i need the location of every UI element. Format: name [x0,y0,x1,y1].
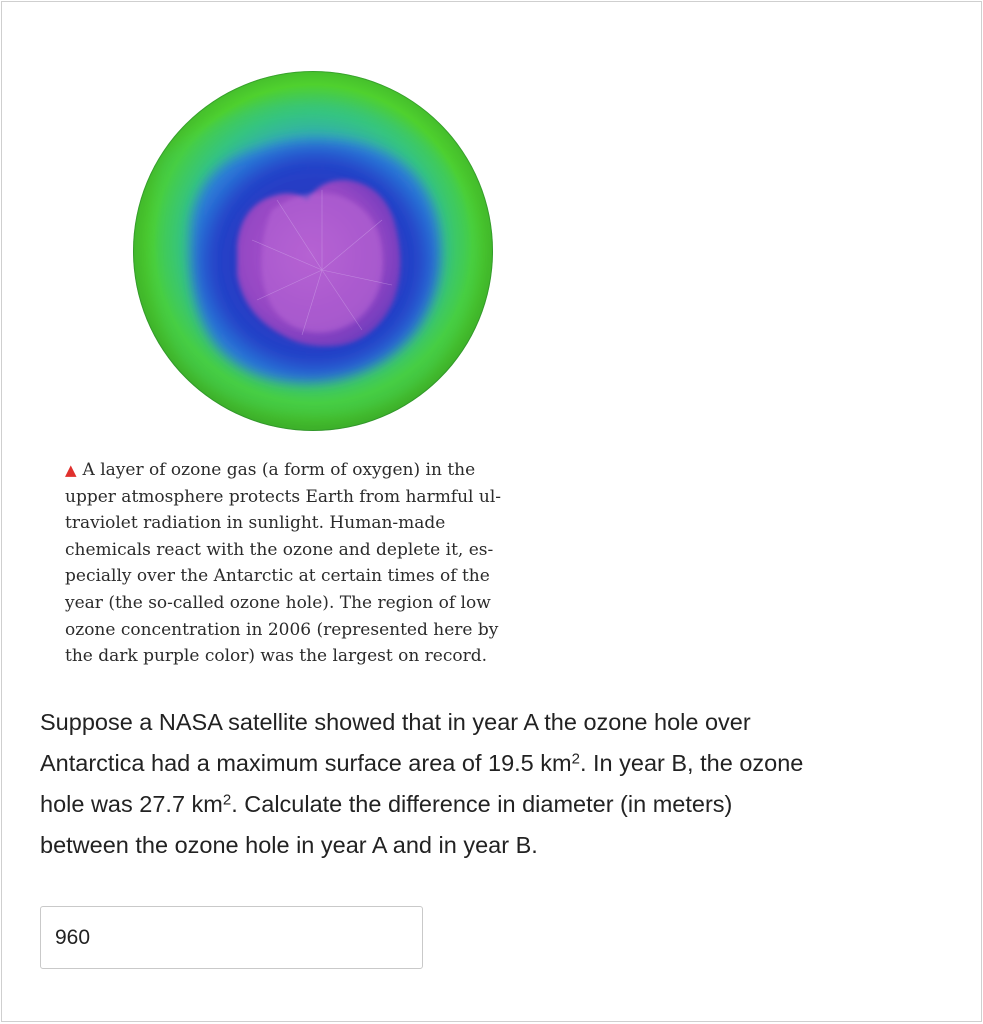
caption-line: pecially over the Antarctic at certain times of the [65,566,490,587]
caption-line: traviolet radiation in sunlight. Human-made [65,513,446,534]
question-panel [1,1,982,1022]
caption-line: upper atmosphere protects Earth from harmful ul- [65,486,502,507]
red-triangle-icon: ▲ [65,461,77,479]
question-text-segment: . Calculate the difference in diameter (in meters) [231,791,733,817]
caption-line [65,457,565,484]
superscript: 2 [222,791,232,809]
caption-text: A layer of ozone gas (a form of oxygen) in the [82,460,476,480]
question-line: between the ozone hole in year A and in year B. [40,832,538,858]
question-text-segment: hole was 27.7 km [40,791,223,817]
caption-line: year (the so-called ozone hole). The region of low [65,592,491,613]
question-line [40,784,940,825]
question-text-segment: . In year B, the ozone [579,750,804,776]
caption-line: ozone concentration in 2006 (represented here by [65,619,499,640]
ozone-globe-image [132,70,494,432]
caption-line: the dark purple color) was the largest on record. [65,646,488,667]
question-line: Suppose a NASA satellite showed that in year A the ozone hole over [40,709,751,735]
question-line [40,743,940,784]
figure-caption [65,457,565,670]
answer-input[interactable] [40,906,423,969]
caption-line: chemicals react with the ozone and deplete it, es- [65,539,494,560]
question-text [40,702,940,866]
question-text-segment: Antarctica had a maximum surface area of 19.5 km [40,750,572,776]
ozone-globe-graphic [132,70,494,432]
superscript: 2 [571,750,580,768]
